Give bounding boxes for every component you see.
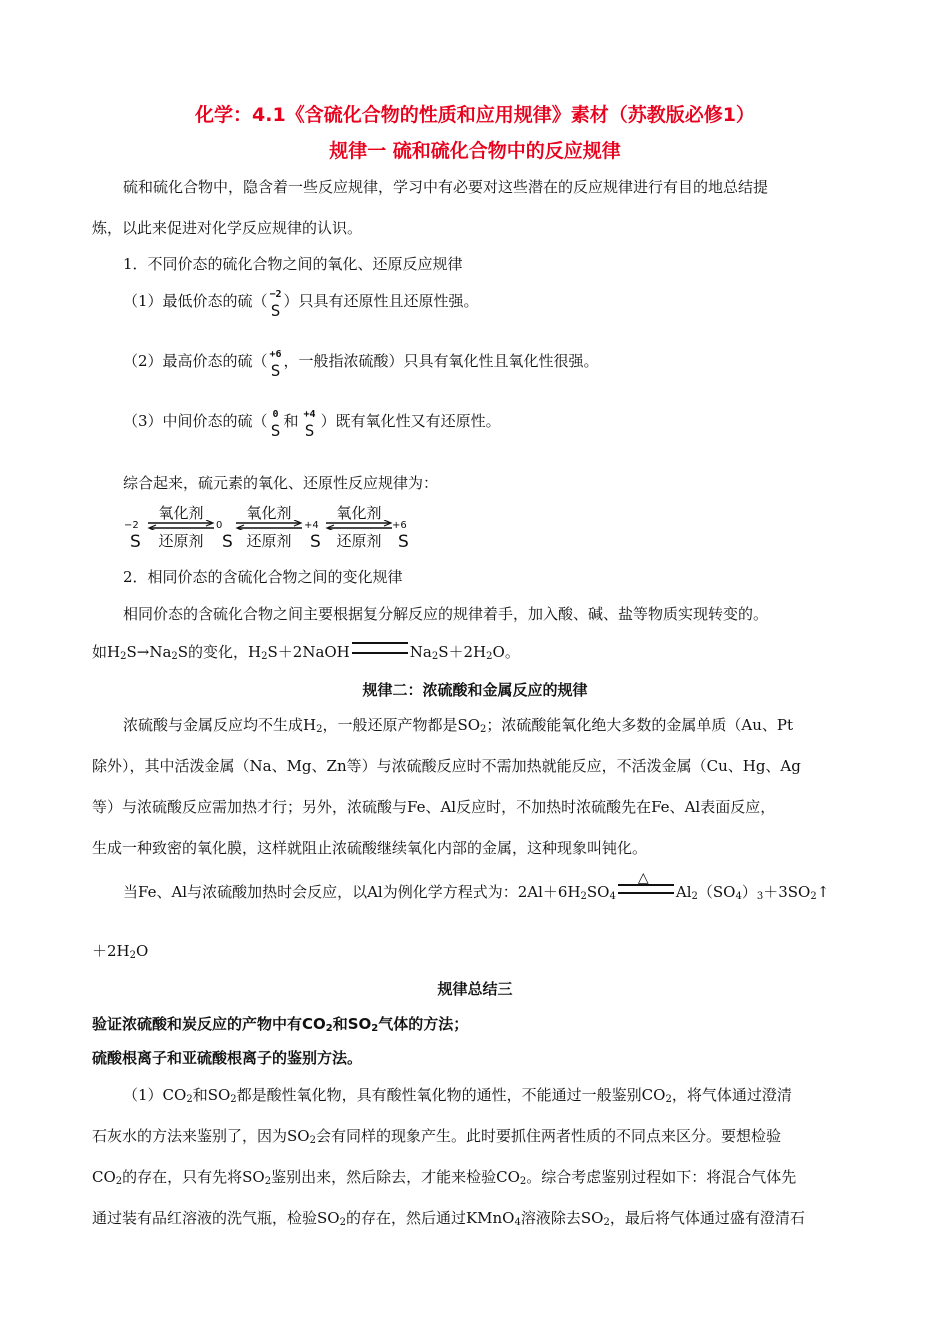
item-1 <box>123 290 479 324</box>
rule2-line4: 生成一种致密的氧化膜，这样就阻止浓硫酸继续氧化内部的金属，这种现象叫钝化。 <box>92 839 648 857</box>
rule2-line1: 浓硫酸与金属反应均不生成$H_2$，一般还原产物都是$SO_2$；浓硫酸能氧化绝大多数的金属单质（Au、Pt <box>123 716 794 735</box>
subsection-1-heading: 1．不同价态的硫化合物之间的氧化、还原反应规律 <box>123 255 463 273</box>
document-title: 化学：4.1《含硫化合物的性质和应用规律》素材（苏教版必修1） <box>195 104 755 126</box>
section-title-rule1: 规律一 硫和硫化合物中的反应规律 <box>329 140 621 162</box>
subsection-2-line1: 相同价态的含硫化合物之间主要根据复分解反应的规律着手，加入酸、碱、盐等物质实现转变的。 <box>123 605 769 623</box>
chain-arrow-3: 氧化剂 还原剂 <box>324 500 394 550</box>
subsection-2-heading: 2．相同价态的含硫化合物之间的变化规律 <box>123 568 403 586</box>
rule3-para-line2: 石灰水的方法来鉴别了，因为$SO_2$会有同样的现象产生。此时要抓住两者性质的不同点来区分。要想检验 <box>92 1127 781 1146</box>
heat-equals-sign: △ <box>618 878 674 898</box>
chain-node-s-neg2: −2 S <box>124 520 141 552</box>
sulfur-neg2: −2 S <box>269 289 282 320</box>
equals-sign <box>352 642 408 654</box>
rule2-line3: 等）与浓硫酸反应需加热才行；另外，浓硫酸与Fe、Al反应时，不加热时浓硫酸先在Fe、Al表面反应， <box>92 798 776 816</box>
sulfur-pos4: +4 S <box>303 409 316 440</box>
rule3-heading-2: 硫酸根离子和亚硫酸根离子的鉴别方法。 <box>92 1049 363 1067</box>
item-2-prefix: （2）最高价态的硫（ <box>123 352 268 370</box>
item-3-and: 和 <box>283 412 299 430</box>
chain-arrow-1: 氧化剂 还原剂 <box>146 500 216 550</box>
item-1-prefix: （1）最低价态的硫（ <box>123 292 268 310</box>
rule2-title: 规律二：浓硫酸和金属反应的规律 <box>362 681 588 699</box>
chain-node-s-zero: 0 S <box>216 520 233 552</box>
item-3-prefix: （3）中间价态的硫（ <box>123 412 268 430</box>
intro-paragraph-line2: 炼，以此来促进对化学反应规律的认识。 <box>92 219 363 237</box>
item-2-suffix: ，一般指浓硫酸）只具有氧化性且氧化性很强。 <box>283 352 599 370</box>
rule2-line6: $+2H_2O$ <box>92 942 149 961</box>
item-3 <box>123 410 501 444</box>
rule3-title: 规律总结三 <box>437 980 513 998</box>
item-3-suffix: ）既有氧化性又有还原性。 <box>320 412 501 430</box>
sulfur-pos6: +6 S <box>269 349 282 380</box>
rule3-heading-1: 验证浓硫酸和炭反应的产物中有$CO_2$和$SO_2$气体的方法； <box>92 1015 469 1034</box>
rule3-para-line1: $(1)CO_2$和$SO_2$都是酸性氧化物，具有酸性氧化物的通性，不能通过一般鉴别$CO_2$，将气体通过澄清 <box>123 1086 792 1105</box>
rule3-para-line3: $CO_2$的存在，只有先将$SO_2$鉴别出来，然后除去，才能来检验$CO_2$。综合考虑鉴别过程如下：将混合气体先 <box>92 1168 797 1187</box>
chain-node-s-pos4: +4 S <box>304 520 321 552</box>
rule3-para-line4: 通过装有品红溶液的洗气瓶，检验$SO_2$的存在，然后通过KMnO$_4$溶液除去$SO_2$，最后将气体通过盛有澄清石 <box>92 1209 805 1228</box>
item-2 <box>123 350 599 384</box>
summary-line: 综合起来，硫元素的氧化、还原性反应规律为： <box>123 474 439 492</box>
rule2-line5: 当Fe、Al与浓硫酸加热时会反应，以Al为例化学方程式为：$2Al+6H_2SO_4$ △ $Al_2(SO_4)_3+3SO_2↑$ <box>123 870 830 902</box>
item-1-suffix: ）只具有还原性且还原性强。 <box>283 292 479 310</box>
sulfur-zero: 0 S <box>270 409 281 440</box>
chain-arrow-2: 氧化剂 还原剂 <box>234 500 304 550</box>
intro-paragraph-line1: 硫和硫化合物中，隐含着一些反应规律，学习中有必要对这些潜在的反应规律进行有目的地总结提 <box>123 178 769 196</box>
rule2-line2: 除外），其中活泼金属（Na、Mg、Zn等）与浓硫酸反应时不需加热就能反应，不活泼金属（Cu、Hg、Ag <box>92 757 801 775</box>
chain-node-s-pos6: +6 S <box>392 520 409 552</box>
subsection-2-equation: 如$H_2S\to Na_2S$的变化，$H_2S+2NaOH$ $Na_2S+2H_2O$。 <box>92 643 520 662</box>
